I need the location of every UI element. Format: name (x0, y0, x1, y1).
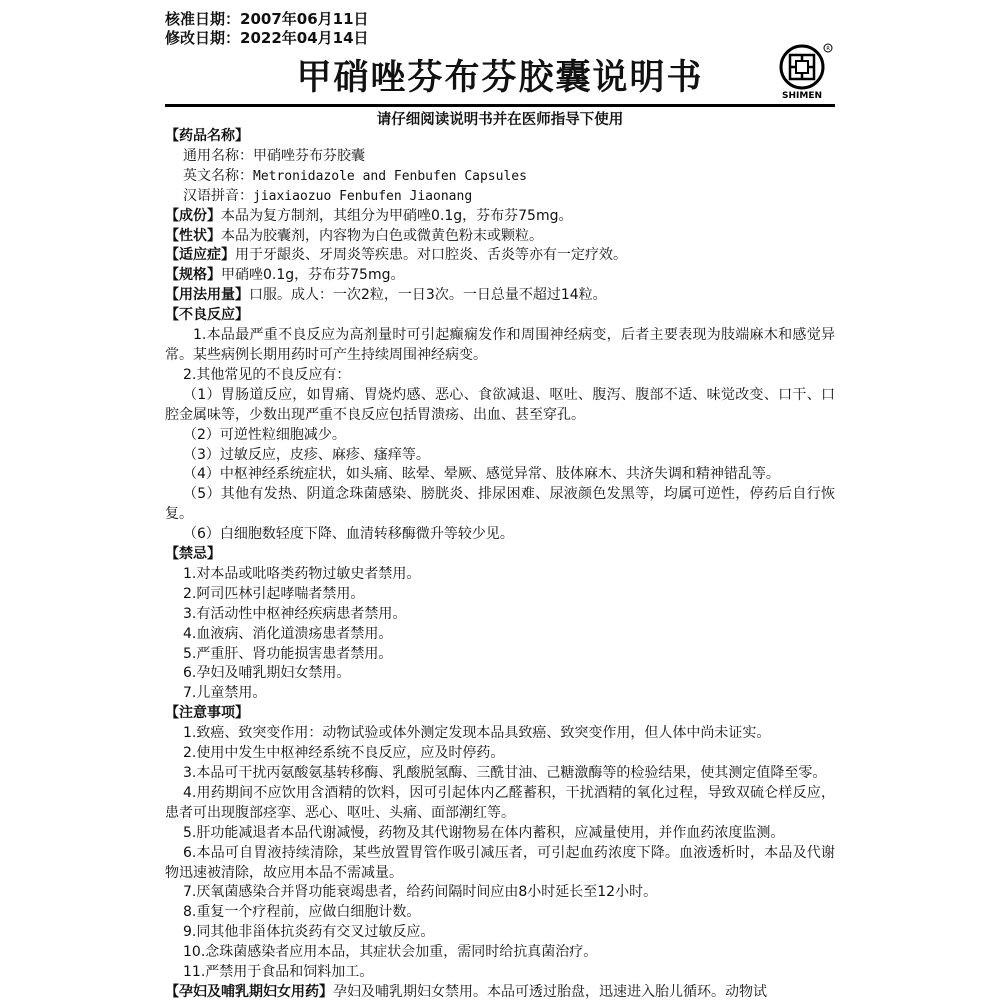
revision-date-label: 修改日期： (165, 29, 241, 47)
precaution-item: 1.致癌、致突变作用：动物试验或体外测定发现本品具致癌、致突变作用，但人体中尚未证实。 (183, 725, 771, 742)
section-heading-pregnancy: 【孕妇及哺乳期妇女用药】 (165, 983, 333, 1000)
contraindication-item: 4.血液病、消化道溃疡患者禁用。 (183, 625, 393, 642)
section-heading-spec: 【规格】 (165, 267, 221, 284)
section-heading-indications: 【适应症】 (165, 247, 235, 264)
section-heading-name: 【药品名称】 (165, 128, 249, 144)
dosage-row (165, 286, 835, 306)
precaution-item: 4.用药期间不应饮用含酒精的饮料，因可引起体内乙醛蓄积，干扰酒精的氧化过程，导致双硫仑样反应，患者可出现腹部痉挛、恶心、呕吐、头痛、面部潮红等。 (165, 784, 835, 821)
adverse-item-1: （1）胃肠道反应，如胃痛、胃烧灼感、恶心、食欲减退、呕吐、腹泻、腹部不适、味觉改变、口干、口腔金属味等，少数出现严重不良反应包括胃溃疡、出血、甚至穿孔。 (165, 386, 835, 423)
properties-text: 本品为胶囊剂，内容物为白色或微黄色粉末或颗粒。 (221, 227, 543, 244)
dosage-text: 口服。成人：一次2粒，一日3次。一日总量不超过14粒。 (249, 287, 607, 304)
english-name-label: 英文名称： (183, 167, 253, 184)
adverse-item-3: （3）过敏反应，皮疹、麻疹、瘙痒等。 (183, 446, 430, 463)
approval-date: 2007年06月11日 (240, 10, 369, 28)
precaution-item: 2.使用中发生中枢神经系统不良反应，应及时停药。 (183, 745, 505, 762)
section-heading-composition: 【成份】 (165, 207, 221, 224)
properties-row (165, 227, 835, 247)
document-subtitle: 请仔细阅读说明书并在医师指导下使用 (376, 112, 624, 128)
composition-text: 本品为复方制剂，其组分为甲硝唑0.1g，芬布芬75mg。 (221, 207, 573, 224)
pinyin-row (165, 187, 835, 207)
document-title: 甲硝唑芬布芬胶囊说明书 (296, 58, 704, 98)
spec-text: 甲硝唑0.1g，芬布芬75mg。 (221, 267, 405, 284)
contraindication-item: 6.孕妇及哺乳期妇女禁用。 (183, 665, 351, 682)
shimen-logo-icon (775, 42, 835, 100)
composition-row (165, 207, 835, 227)
contraindication-item: 5.严重肝、肾功能损害患者禁用。 (183, 645, 393, 662)
english-name-row (165, 167, 835, 187)
precaution-item: 5.肝功能减退者本品代谢减慢，药物及其代谢物易在体内蓄积，应减量使用，并作血药浓度监测。 (183, 824, 785, 841)
document-body (165, 127, 835, 1003)
revision-date: 2022年04月14日 (240, 29, 369, 47)
title-divider (165, 104, 835, 107)
precaution-item: 6.本品可自胃液持续清除，某些放置胃管作吸引减压者，可引起血药浓度下降。血液透析时，本品及代谢物迅速被清除，故应用本品不需减量。 (165, 844, 835, 881)
revision-date-row (165, 29, 369, 48)
section-heading-precautions: 【注意事项】 (165, 705, 249, 722)
english-name: Metronidazole and Fenbufen Capsules (253, 168, 527, 184)
adverse-paragraph-2: 2.其他常见的不良反应有： (183, 366, 351, 383)
adverse-item-2: （2）可逆性粒细胞减少。 (183, 426, 346, 443)
section-heading-dosage: 【用法用量】 (165, 287, 249, 304)
company-logo (775, 42, 835, 100)
generic-name: 甲硝唑芬布芬胶囊 (253, 147, 365, 164)
section-heading-properties: 【性状】 (165, 227, 221, 244)
generic-name-label: 通用名称： (183, 147, 253, 164)
logo-text: SHIMEN (782, 91, 822, 100)
indications-text: 用于牙龈炎、牙周炎等疾患。对口腔炎、舌炎等亦有一定疗效。 (235, 247, 627, 264)
precaution-item: 10.念珠菌感染者应用本品，其症状会加重，需同时给抗真菌治疗。 (183, 944, 598, 961)
precaution-item: 3.本品可干扰丙氨酸氨基转移酶、乳酸脱氢酶、三酰甘油、己糖激酶等的检验结果，使其测定值降至零。 (183, 765, 827, 781)
spec-row (165, 266, 835, 286)
pinyin-name: jiaxiaozuo Fenbufen Jiaonang (253, 188, 473, 204)
adverse-item-6: （6）白细胞数轻度下降、血清转移酶微升等较少见。 (183, 526, 514, 543)
contraindication-item: 1.对本品或吡咯类药物过敏史者禁用。 (183, 565, 421, 582)
pregnancy-text: 孕妇及哺乳期妇女禁用。本品可透过胎盘，迅速进入胎儿循环。动物试 (333, 983, 767, 1000)
precaution-item: 9.同其他非甾体抗炎药有交叉过敏反应。 (183, 924, 435, 941)
adverse-item-5: （5）其他有发热、阴道念珠菌感染、膀胱炎、排尿困难、尿液颜色发黑等，均属可逆性，停药后自行恢复。 (165, 486, 835, 523)
section-heading-contraindications: 【禁忌】 (165, 546, 221, 563)
precaution-item: 7.厌氧菌感染合并肾功能衰竭患者，给药间隔时间应由8小时延长至12小时。 (183, 884, 658, 901)
precaution-item: 8.重复一个疗程前，应做白细胞计数。 (183, 904, 421, 921)
contraindication-item: 2.阿司匹林引起哮喘者禁用。 (183, 585, 365, 602)
approval-date-row (165, 10, 369, 29)
precaution-item: 11.严禁用于食品和饲料加工。 (183, 964, 374, 981)
pinyin-label: 汉语拼音： (183, 187, 253, 204)
contraindication-item: 7.儿童禁用。 (183, 685, 267, 702)
indications-row (165, 246, 835, 266)
adverse-item-4: （4）中枢神经系统症状，如头痛、眩晕、晕厥、感觉异常、肢体麻木、共济失调和精神错乱等。 (183, 466, 780, 483)
adverse-paragraph-1: 1.本品最严重不良反应为高剂量时可引起癫痫发作和周围神经病变，后者主要表现为肢端麻木和感觉异常。某些病例长期用药时可产生持续周围神经病变。 (165, 327, 835, 363)
approval-date-label: 核准日期： (165, 10, 241, 28)
date-block (165, 10, 369, 48)
svg-text:R: R (826, 46, 830, 52)
section-heading-adverse: 【不良反应】 (165, 307, 249, 324)
generic-name-row (165, 147, 835, 167)
contraindication-item: 3.有活动性中枢神经疾病患者禁用。 (183, 605, 407, 622)
